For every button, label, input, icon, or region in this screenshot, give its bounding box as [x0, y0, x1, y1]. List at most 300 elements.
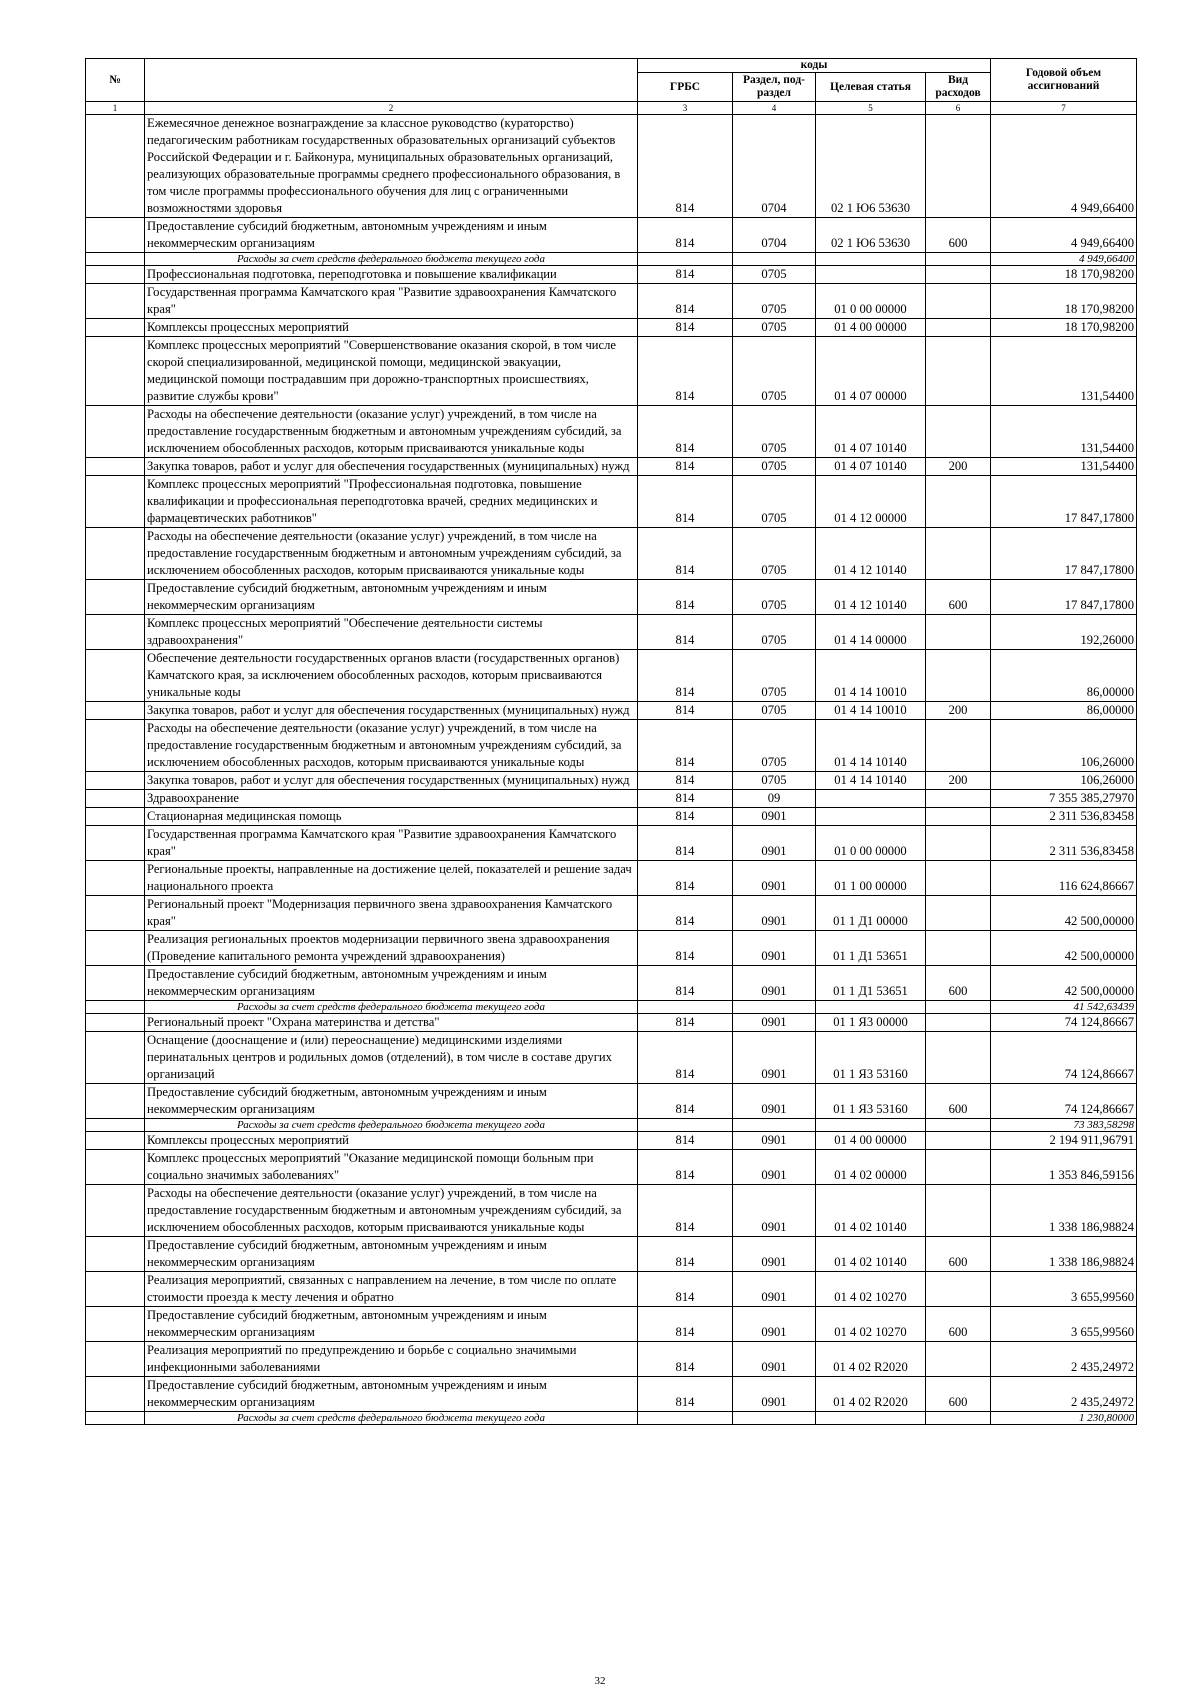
cell-num: [86, 266, 145, 284]
cell-grbs: 814: [638, 1132, 733, 1150]
cell-grbs: 814: [638, 1377, 733, 1412]
cell-num: [86, 1084, 145, 1119]
cell-num: [86, 253, 145, 266]
cell-num: [86, 406, 145, 458]
cell-volume: 116 624,86667: [991, 861, 1137, 896]
table-row: [86, 1014, 1137, 1032]
cell-description: Предоставление субсидий бюджетным, автономным учреждениям и иным некоммерческим организациям: [145, 1377, 638, 1412]
cell-description: Расходы на обеспечение деятельности (оказание услуг) учреждений, в том числе на предоставление государственным бюджетным и автономным учреждениям субсидий, за исключением обособленных расходов, которым присваиваются уникальные коды: [145, 528, 638, 580]
cell-volume: 74 124,86667: [991, 1014, 1137, 1032]
cell-grbs: 814: [638, 772, 733, 790]
cell-volume: 1 230,80000: [991, 1412, 1137, 1425]
cell-num: [86, 1185, 145, 1237]
cell-volume: 2 435,24972: [991, 1377, 1137, 1412]
cell-vid: [926, 790, 991, 808]
table-row: [86, 650, 1137, 702]
table-row: [86, 406, 1137, 458]
cell-num: [86, 650, 145, 702]
cell-description: Здравоохранение: [145, 790, 638, 808]
cell-description: Расходы на обеспечение деятельности (оказание услуг) учреждений, в том числе на предоставление государственным бюджетным и автономным учреждениям субсидий, за исключением обособленных расходов, которым присваиваются уникальные коды: [145, 406, 638, 458]
cell-razdel: [733, 253, 816, 266]
cell-num: [86, 790, 145, 808]
cell-volume: 18 170,98200: [991, 319, 1137, 337]
cell-razdel: 09: [733, 790, 816, 808]
cell-vid: [926, 337, 991, 406]
cell-num: [86, 319, 145, 337]
cell-description: Расходы на обеспечение деятельности (оказание услуг) учреждений, в том числе на предоставление государственным бюджетным и автономным учреждениям субсидий, за исключением обособленных расходов, которым присваиваются уникальные коды: [145, 720, 638, 772]
cell-razdel: 0901: [733, 1032, 816, 1084]
table-row: [86, 1307, 1137, 1342]
cell-vid: [926, 1032, 991, 1084]
cell-volume: 3 655,99560: [991, 1272, 1137, 1307]
header-razdel: Раздел, под-раздел: [733, 73, 816, 102]
cell-tselevaya: 01 4 07 00000: [816, 337, 926, 406]
cell-volume: 2 311 536,83458: [991, 808, 1137, 826]
cell-description: Предоставление субсидий бюджетным, автономным учреждениям и иным некоммерческим организациям: [145, 1307, 638, 1342]
cell-tselevaya: [816, 1119, 926, 1132]
cell-vid: 200: [926, 702, 991, 720]
cell-vid: [926, 931, 991, 966]
cell-razdel: 0901: [733, 826, 816, 861]
cell-razdel: 0705: [733, 650, 816, 702]
table-row: [86, 284, 1137, 319]
col-number: 7: [991, 102, 1137, 115]
table-row: [86, 720, 1137, 772]
table-row: [86, 808, 1137, 826]
cell-volume: 2 435,24972: [991, 1342, 1137, 1377]
cell-volume: 18 170,98200: [991, 266, 1137, 284]
cell-description: Ежемесячное денежное вознаграждение за классное руководство (кураторство) педагогическим работникам государственных образовательных организаций субъектов Российской Федерации и г. Байконура, муниципальных образовательных организаций, реализующих образовательные программы среднего профессионального образования, в том числе программы профессионального обучения для лиц с ограниченными возможностями здоровья: [145, 115, 638, 218]
cell-grbs: 814: [638, 966, 733, 1001]
cell-vid: [926, 115, 991, 218]
cell-vid: [926, 1272, 991, 1307]
cell-razdel: 0704: [733, 218, 816, 253]
cell-tselevaya: 01 4 14 00000: [816, 615, 926, 650]
cell-tselevaya: 01 4 14 10140: [816, 772, 926, 790]
cell-vid: 600: [926, 218, 991, 253]
table-row: [86, 528, 1137, 580]
cell-vid: 200: [926, 772, 991, 790]
cell-num: [86, 1237, 145, 1272]
cell-volume: 17 847,17800: [991, 476, 1137, 528]
cell-description: Расходы на обеспечение деятельности (оказание услуг) учреждений, в том числе на предоставление государственным бюджетным и автономным учреждениям субсидий, за исключением обособленных расходов, которым присваиваются уникальные коды: [145, 1185, 638, 1237]
cell-num: [86, 861, 145, 896]
cell-description: Расходы за счет средств федерального бюджета текущего года: [145, 1119, 638, 1132]
cell-grbs: 814: [638, 615, 733, 650]
cell-tselevaya: 01 4 14 10140: [816, 720, 926, 772]
cell-vid: [926, 720, 991, 772]
table-body: [86, 115, 1137, 1425]
cell-description: Закупка товаров, работ и услуг для обеспечения государственных (муниципальных) нужд: [145, 772, 638, 790]
cell-razdel: 0705: [733, 528, 816, 580]
cell-vid: 600: [926, 580, 991, 615]
cell-description: Оснащение (дооснащение и (или) переоснащение) медицинскими изделиями перинатальных центров и родильных домов (отделений), в том числе в составе других организаций: [145, 1032, 638, 1084]
cell-description: Стационарная медицинская помощь: [145, 808, 638, 826]
cell-grbs: 814: [638, 580, 733, 615]
cell-volume: 42 500,00000: [991, 896, 1137, 931]
table-row: [86, 1132, 1137, 1150]
cell-tselevaya: 01 4 02 10270: [816, 1272, 926, 1307]
cell-vid: [926, 615, 991, 650]
cell-vid: [926, 266, 991, 284]
cell-razdel: 0705: [733, 702, 816, 720]
cell-razdel: 0901: [733, 966, 816, 1001]
cell-razdel: 0705: [733, 337, 816, 406]
table-row: [86, 580, 1137, 615]
cell-grbs: 814: [638, 1014, 733, 1032]
cell-num: [86, 337, 145, 406]
cell-vid: [926, 650, 991, 702]
header-volume: Годовой объем ассигнований: [991, 59, 1137, 102]
cell-vid: [926, 826, 991, 861]
cell-tselevaya: 01 4 14 10010: [816, 702, 926, 720]
cell-description: Реализация мероприятий по предупреждению и борьбе с социально значимыми инфекционными заболеваниями: [145, 1342, 638, 1377]
col-number: 2: [145, 102, 638, 115]
table-row: [86, 218, 1137, 253]
cell-razdel: 0901: [733, 808, 816, 826]
cell-grbs: [638, 1412, 733, 1425]
cell-description: Обеспечение деятельности государственных органов власти (государственных органов) Камчатского края, за исключением обособленных расходов, которым присваиваются уникальные коды: [145, 650, 638, 702]
cell-description: Государственная программа Камчатского края "Развитие здравоохранения Камчатского края": [145, 826, 638, 861]
cell-tselevaya: 01 0 00 00000: [816, 826, 926, 861]
cell-num: [86, 896, 145, 931]
cell-vid: [926, 808, 991, 826]
cell-vid: [926, 253, 991, 266]
cell-description: Предоставление субсидий бюджетным, автономным учреждениям и иным некоммерческим организациям: [145, 966, 638, 1001]
cell-description: Комплекс процессных мероприятий "Совершенствование оказания скорой, в том числе скорой специализированной, медицинской помощи, медицинской эвакуации, медицинской помощи пострадавшим при дорожно-транспортных происшествиях, развитие службы крови": [145, 337, 638, 406]
cell-grbs: 814: [638, 1342, 733, 1377]
cell-num: [86, 1132, 145, 1150]
table-row: [86, 790, 1137, 808]
table-row: [86, 1084, 1137, 1119]
cell-num: [86, 772, 145, 790]
cell-volume: 17 847,17800: [991, 528, 1137, 580]
cell-description: Расходы за счет средств федерального бюджета текущего года: [145, 1001, 638, 1014]
cell-volume: 106,26000: [991, 720, 1137, 772]
cell-grbs: 814: [638, 266, 733, 284]
cell-num: [86, 528, 145, 580]
cell-volume: 4 949,66400: [991, 218, 1137, 253]
cell-num: [86, 826, 145, 861]
cell-description: Комплекс процессных мероприятий "Профессиональная подготовка, повышение квалификации и профессиональная переподготовка врачей, средних медицинских и фармацевтических работников": [145, 476, 638, 528]
cell-razdel: [733, 1119, 816, 1132]
cell-volume: 86,00000: [991, 650, 1137, 702]
cell-grbs: 814: [638, 1307, 733, 1342]
cell-grbs: 814: [638, 1084, 733, 1119]
cell-vid: 600: [926, 966, 991, 1001]
cell-razdel: 0901: [733, 1307, 816, 1342]
cell-tselevaya: 01 4 02 10270: [816, 1307, 926, 1342]
table-row: [86, 115, 1137, 218]
cell-grbs: 814: [638, 790, 733, 808]
cell-description: Предоставление субсидий бюджетным, автономным учреждениям и иным некоммерческим организациям: [145, 1237, 638, 1272]
cell-tselevaya: 01 4 07 10140: [816, 458, 926, 476]
col-number: 5: [816, 102, 926, 115]
cell-razdel: 0704: [733, 115, 816, 218]
table-row: [86, 861, 1137, 896]
cell-razdel: [733, 1412, 816, 1425]
cell-volume: 131,54400: [991, 458, 1137, 476]
table-row: [86, 1272, 1137, 1307]
cell-grbs: 814: [638, 931, 733, 966]
cell-volume: 131,54400: [991, 406, 1137, 458]
cell-grbs: 814: [638, 1032, 733, 1084]
cell-num: [86, 1377, 145, 1412]
cell-tselevaya: 01 0 00 00000: [816, 284, 926, 319]
cell-vid: 200: [926, 458, 991, 476]
cell-vid: [926, 1185, 991, 1237]
cell-razdel: 0901: [733, 861, 816, 896]
cell-vid: [926, 861, 991, 896]
header-description: [145, 59, 638, 102]
cell-tselevaya: [816, 1412, 926, 1425]
cell-grbs: 814: [638, 1272, 733, 1307]
cell-tselevaya: 01 1 00 00000: [816, 861, 926, 896]
cell-grbs: 814: [638, 826, 733, 861]
header-tselevaya: Целевая статья: [816, 73, 926, 102]
col-number: 4: [733, 102, 816, 115]
cell-vid: [926, 476, 991, 528]
cell-num: [86, 1307, 145, 1342]
cell-tselevaya: 01 1 Я3 00000: [816, 1014, 926, 1032]
cell-vid: 600: [926, 1084, 991, 1119]
cell-grbs: [638, 1001, 733, 1014]
cell-tselevaya: [816, 790, 926, 808]
budget-document: [85, 58, 1136, 1425]
cell-volume: 192,26000: [991, 615, 1137, 650]
cell-volume: 74 124,86667: [991, 1084, 1137, 1119]
cell-volume: 41 542,63439: [991, 1001, 1137, 1014]
cell-grbs: 814: [638, 808, 733, 826]
federal-funds-row: [86, 1119, 1137, 1132]
table-row: [86, 702, 1137, 720]
cell-razdel: 0901: [733, 896, 816, 931]
cell-num: [86, 931, 145, 966]
cell-volume: 4 949,66400: [991, 253, 1137, 266]
cell-tselevaya: 01 1 Д1 53651: [816, 931, 926, 966]
cell-tselevaya: 01 4 14 10010: [816, 650, 926, 702]
cell-num: [86, 702, 145, 720]
cell-volume: 7 355 385,27970: [991, 790, 1137, 808]
cell-grbs: [638, 253, 733, 266]
table-row: [86, 476, 1137, 528]
cell-description: Региональный проект "Модернизация первичного звена здравоохранения Камчатского края": [145, 896, 638, 931]
header-vid: Вид расходов: [926, 73, 991, 102]
federal-funds-row: [86, 253, 1137, 266]
cell-vid: 600: [926, 1237, 991, 1272]
table-row: [86, 966, 1137, 1001]
cell-volume: 3 655,99560: [991, 1307, 1137, 1342]
federal-funds-row: [86, 1001, 1137, 1014]
cell-num: [86, 1014, 145, 1032]
cell-tselevaya: 01 4 12 10140: [816, 528, 926, 580]
cell-description: Реализация региональных проектов модернизации первичного звена здравоохранения (Проведение капитального ремонта учреждений здравоохранения): [145, 931, 638, 966]
cell-razdel: 0901: [733, 1150, 816, 1185]
cell-razdel: 0705: [733, 266, 816, 284]
cell-tselevaya: [816, 253, 926, 266]
cell-razdel: 0705: [733, 720, 816, 772]
cell-razdel: 0705: [733, 580, 816, 615]
cell-grbs: 814: [638, 702, 733, 720]
table-row: [86, 772, 1137, 790]
cell-razdel: [733, 1001, 816, 1014]
table-row: [86, 1185, 1137, 1237]
cell-grbs: 814: [638, 720, 733, 772]
cell-volume: 1 353 846,59156: [991, 1150, 1137, 1185]
cell-vid: 600: [926, 1307, 991, 1342]
cell-razdel: 0901: [733, 1132, 816, 1150]
cell-vid: [926, 1342, 991, 1377]
cell-vid: [926, 284, 991, 319]
cell-vid: [926, 896, 991, 931]
cell-description: Комплексы процессных мероприятий: [145, 319, 638, 337]
cell-vid: [926, 1119, 991, 1132]
cell-razdel: 0705: [733, 284, 816, 319]
cell-grbs: 814: [638, 284, 733, 319]
cell-volume: 17 847,17800: [991, 580, 1137, 615]
cell-description: Закупка товаров, работ и услуг для обеспечения государственных (муниципальных) нужд: [145, 458, 638, 476]
cell-grbs: 814: [638, 476, 733, 528]
page-number: 32: [594, 1675, 606, 1687]
header-codes: коды: [638, 59, 991, 73]
cell-grbs: 814: [638, 319, 733, 337]
cell-num: [86, 115, 145, 218]
cell-description: Региональные проекты, направленные на достижение целей, показателей и решение задач национального проекта: [145, 861, 638, 896]
cell-tselevaya: 01 4 02 R2020: [816, 1377, 926, 1412]
cell-grbs: 814: [638, 896, 733, 931]
table-row: [86, 458, 1137, 476]
cell-num: [86, 1272, 145, 1307]
cell-razdel: 0901: [733, 1014, 816, 1032]
cell-tselevaya: 02 1 Ю6 53630: [816, 218, 926, 253]
table-row: [86, 266, 1137, 284]
table-row: [86, 1342, 1137, 1377]
cell-grbs: 814: [638, 1150, 733, 1185]
col-number: 6: [926, 102, 991, 115]
cell-vid: [926, 528, 991, 580]
cell-num: [86, 284, 145, 319]
cell-grbs: [638, 1119, 733, 1132]
cell-tselevaya: 01 4 02 10140: [816, 1185, 926, 1237]
cell-tselevaya: 01 4 12 10140: [816, 580, 926, 615]
cell-grbs: 814: [638, 861, 733, 896]
cell-razdel: 0705: [733, 772, 816, 790]
cell-volume: 2 311 536,83458: [991, 826, 1137, 861]
cell-razdel: 0901: [733, 1377, 816, 1412]
table-row: [86, 1150, 1137, 1185]
cell-tselevaya: 01 1 Я3 53160: [816, 1032, 926, 1084]
federal-funds-row: [86, 1412, 1137, 1425]
cell-description: Реализация мероприятий, связанных с направлением на лечение, в том числе по оплате стоимости проезда к месту лечения и обратно: [145, 1272, 638, 1307]
table-row: [86, 319, 1137, 337]
cell-grbs: 814: [638, 458, 733, 476]
cell-razdel: 0901: [733, 1342, 816, 1377]
cell-grbs: 814: [638, 1237, 733, 1272]
table-row: [86, 896, 1137, 931]
cell-num: [86, 1001, 145, 1014]
budget-table: [85, 58, 1137, 1425]
table-row: [86, 1377, 1137, 1412]
cell-razdel: 0705: [733, 476, 816, 528]
col-number: 3: [638, 102, 733, 115]
cell-vid: [926, 1150, 991, 1185]
col-number: 1: [86, 102, 145, 115]
cell-tselevaya: 01 1 Д1 53651: [816, 966, 926, 1001]
cell-tselevaya: 01 4 00 00000: [816, 1132, 926, 1150]
cell-tselevaya: 01 1 Д1 00000: [816, 896, 926, 931]
cell-grbs: 814: [638, 1185, 733, 1237]
cell-tselevaya: 01 4 02 00000: [816, 1150, 926, 1185]
cell-tselevaya: [816, 808, 926, 826]
cell-num: [86, 218, 145, 253]
cell-tselevaya: 01 4 00 00000: [816, 319, 926, 337]
cell-volume: 1 338 186,98824: [991, 1237, 1137, 1272]
cell-razdel: 0705: [733, 615, 816, 650]
cell-vid: [926, 1014, 991, 1032]
cell-razdel: 0901: [733, 1084, 816, 1119]
cell-num: [86, 808, 145, 826]
cell-vid: [926, 1132, 991, 1150]
table-row: [86, 615, 1137, 650]
cell-vid: 600: [926, 1377, 991, 1412]
cell-vid: [926, 406, 991, 458]
cell-description: Комплекс процессных мероприятий "Обеспечение деятельности системы здравоохранения": [145, 615, 638, 650]
cell-num: [86, 966, 145, 1001]
cell-grbs: 814: [638, 115, 733, 218]
cell-num: [86, 458, 145, 476]
cell-num: [86, 1150, 145, 1185]
cell-vid: [926, 1412, 991, 1425]
cell-tselevaya: [816, 1001, 926, 1014]
cell-razdel: 0901: [733, 1185, 816, 1237]
cell-description: Закупка товаров, работ и услуг для обеспечения государственных (муниципальных) нужд: [145, 702, 638, 720]
cell-num: [86, 615, 145, 650]
cell-volume: 42 500,00000: [991, 931, 1137, 966]
cell-volume: 2 194 911,96791: [991, 1132, 1137, 1150]
cell-volume: 131,54400: [991, 337, 1137, 406]
cell-grbs: 814: [638, 650, 733, 702]
cell-num: [86, 1342, 145, 1377]
cell-tselevaya: 01 4 07 10140: [816, 406, 926, 458]
cell-description: Расходы за счет средств федерального бюджета текущего года: [145, 253, 638, 266]
cell-num: [86, 1032, 145, 1084]
cell-description: Предоставление субсидий бюджетным, автономным учреждениям и иным некоммерческим организациям: [145, 218, 638, 253]
cell-tselevaya: 01 4 02 R2020: [816, 1342, 926, 1377]
cell-description: Предоставление субсидий бюджетным, автономным учреждениям и иным некоммерческим организациям: [145, 1084, 638, 1119]
cell-volume: 86,00000: [991, 702, 1137, 720]
cell-num: [86, 580, 145, 615]
cell-grbs: 814: [638, 528, 733, 580]
cell-volume: 73 383,58298: [991, 1119, 1137, 1132]
header-num: №: [86, 59, 145, 102]
cell-volume: 4 949,66400: [991, 115, 1137, 218]
cell-num: [86, 476, 145, 528]
cell-num: [86, 1412, 145, 1425]
cell-volume: 42 500,00000: [991, 966, 1137, 1001]
cell-volume: 74 124,86667: [991, 1032, 1137, 1084]
cell-razdel: 0705: [733, 319, 816, 337]
cell-vid: [926, 1001, 991, 1014]
cell-volume: 18 170,98200: [991, 284, 1137, 319]
cell-razdel: 0705: [733, 458, 816, 476]
cell-description: Комплекс процессных мероприятий "Оказание медицинской помощи больным при социально значимых заболеваниях": [145, 1150, 638, 1185]
table-row: [86, 931, 1137, 966]
cell-grbs: 814: [638, 218, 733, 253]
cell-grbs: 814: [638, 406, 733, 458]
cell-vid: [926, 319, 991, 337]
cell-description: Региональный проект "Охрана материнства и детства": [145, 1014, 638, 1032]
cell-tselevaya: 01 4 02 10140: [816, 1237, 926, 1272]
